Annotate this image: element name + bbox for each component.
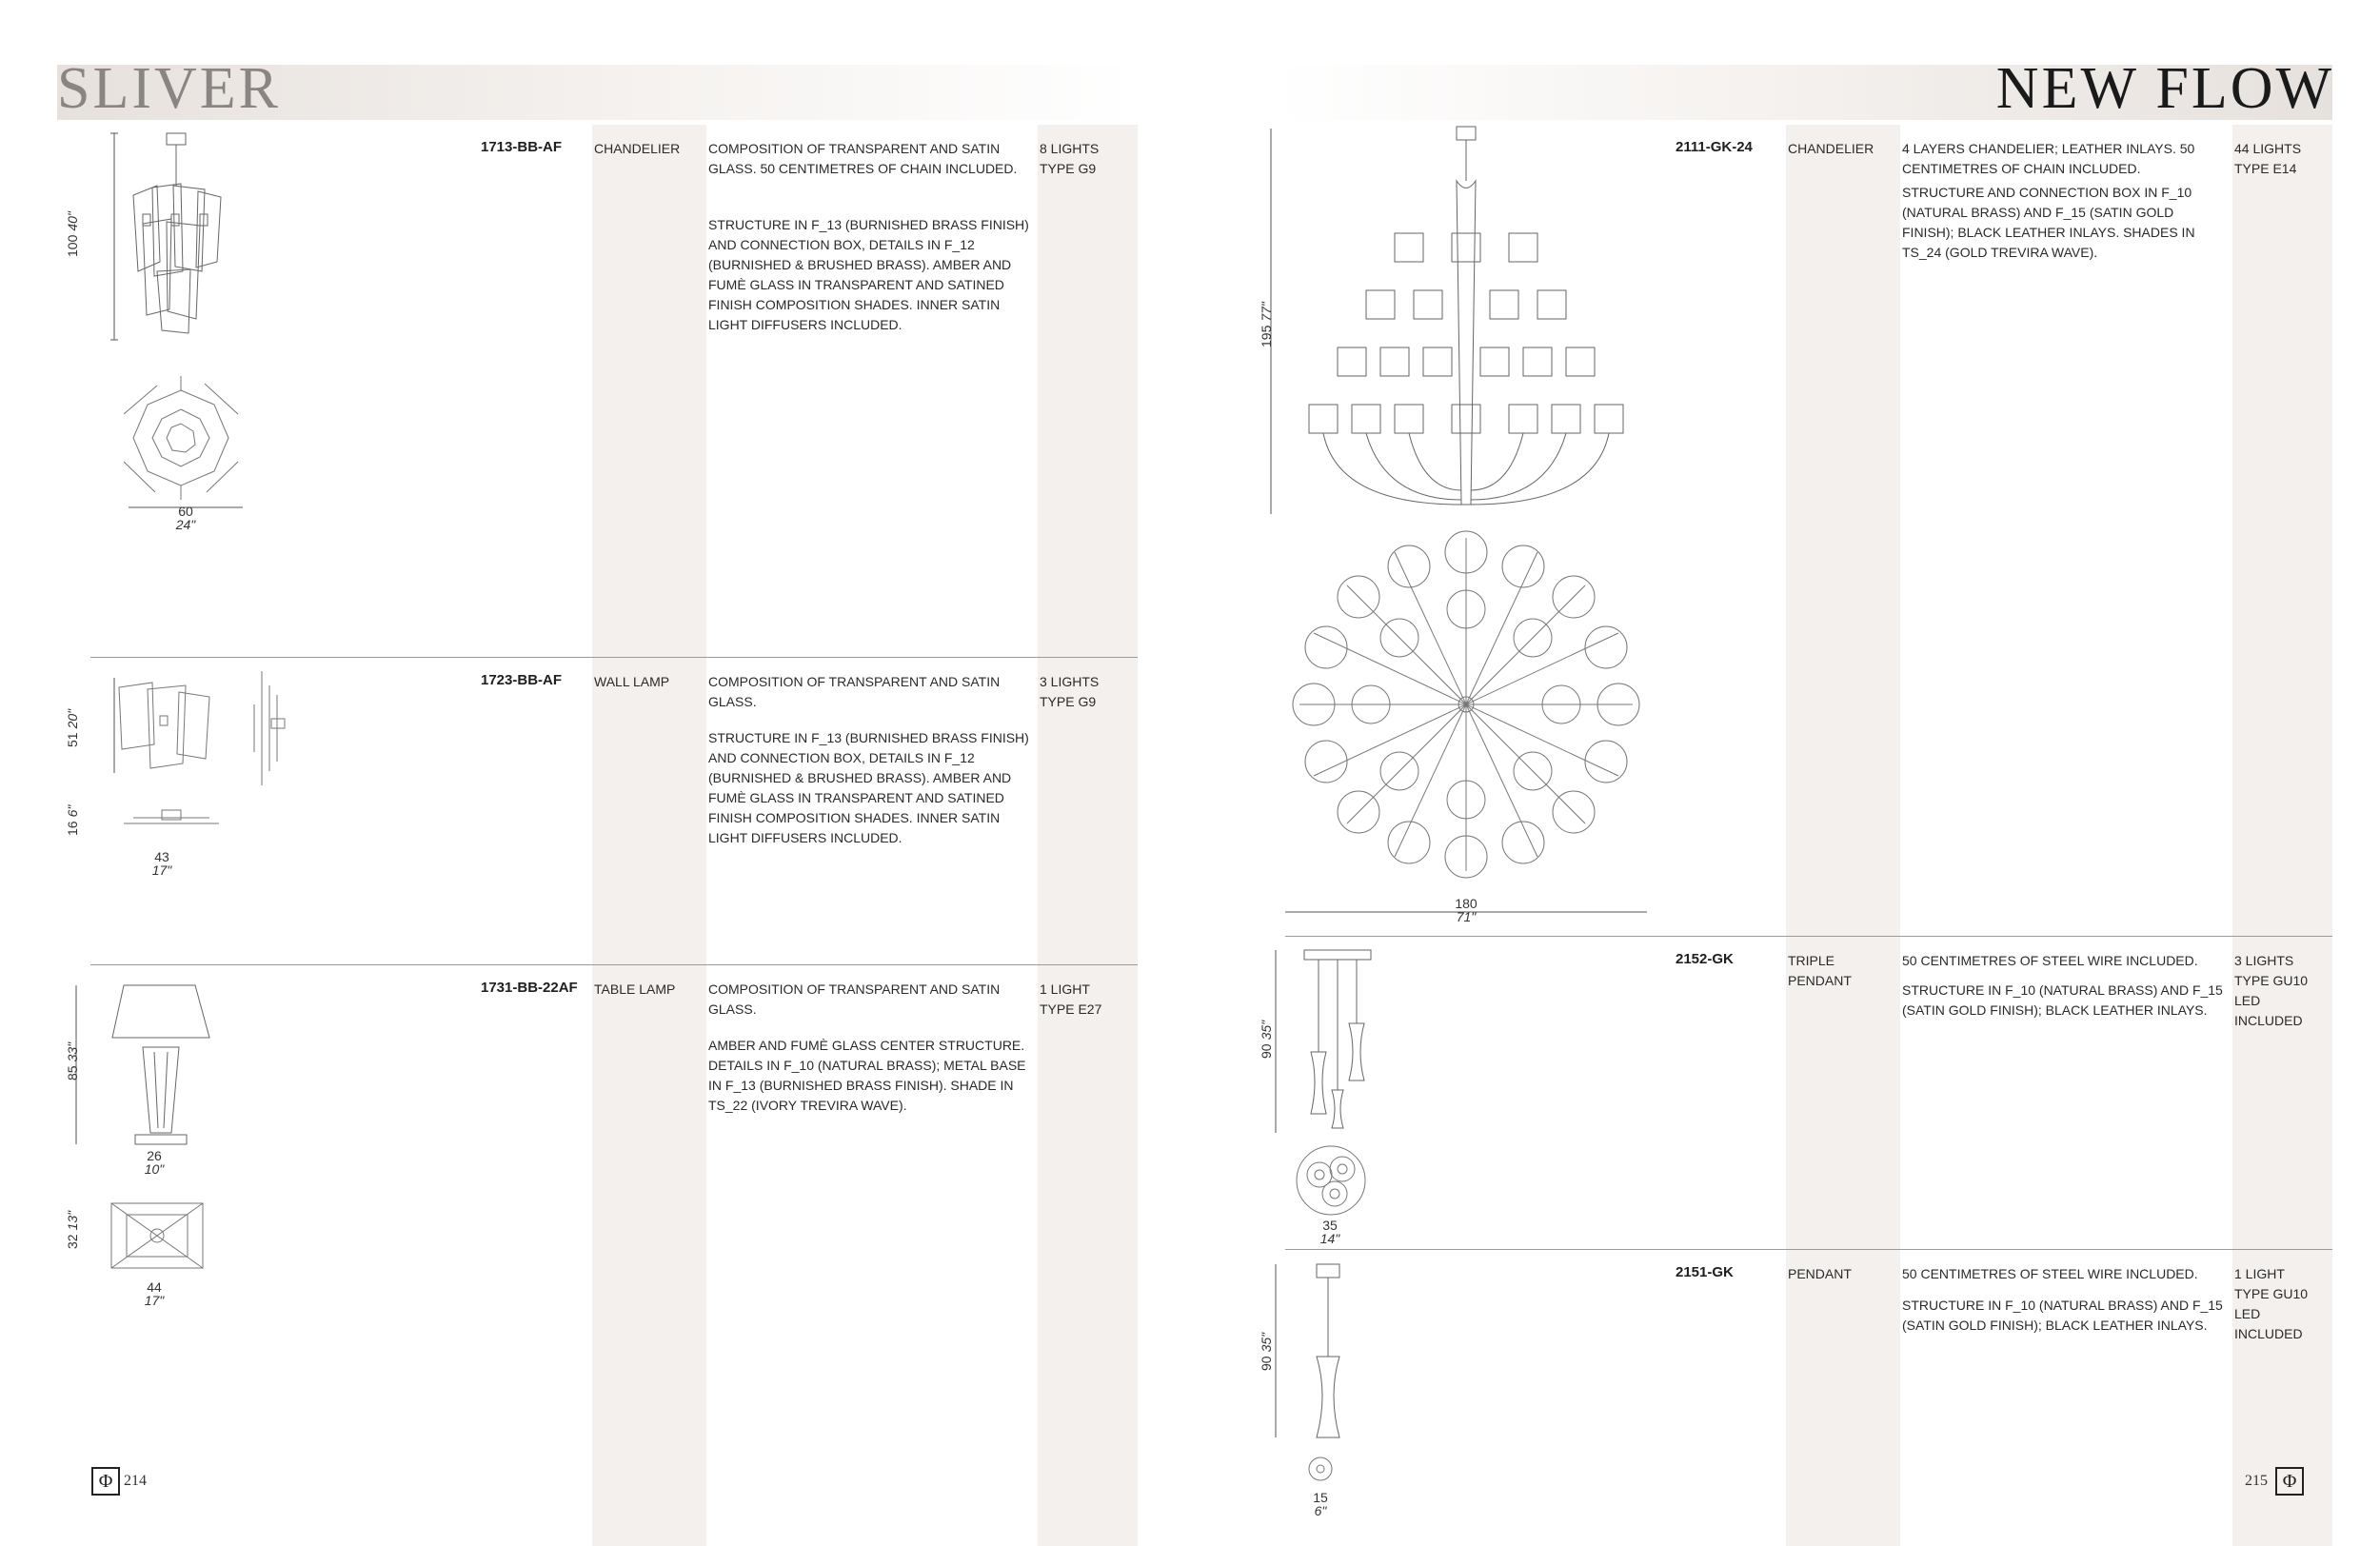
left-page-title: SLIVER bbox=[57, 56, 281, 121]
product-type: CHANDELIER bbox=[1788, 141, 1874, 156]
height-dimension bbox=[65, 709, 80, 747]
dim-in: 6" bbox=[1314, 1503, 1327, 1518]
right-row-divider bbox=[1285, 1249, 2332, 1250]
description-paragraph: STRUCTURE IN F_10 (NATURAL BRASS) AND F_15 (SATIN GOLD FINISH); BLACK LEATHER INLAYS. bbox=[1902, 982, 2223, 1018]
chandelier-plan-drawing bbox=[119, 376, 243, 509]
product-code: 2152-GK bbox=[1676, 951, 1734, 967]
dim-in: 20" bbox=[65, 708, 80, 729]
product-type: PENDANT bbox=[1788, 1266, 1852, 1281]
width-dimension bbox=[1297, 1491, 1344, 1517]
lights-type: TYPE G9 bbox=[1040, 161, 1097, 176]
dim-cm: 16 bbox=[65, 821, 80, 836]
product-description bbox=[1902, 1264, 2226, 1336]
dim-in: 33" bbox=[65, 1041, 80, 1062]
lights-type: TYPE E27 bbox=[1040, 1001, 1102, 1017]
brand-logo-icon: Φ bbox=[91, 1467, 120, 1496]
dim-cm: 15 bbox=[1313, 1490, 1328, 1505]
left-lights-band bbox=[1038, 125, 1138, 1546]
left-type-band bbox=[592, 125, 706, 1546]
product-description bbox=[1902, 951, 2226, 1021]
dim-in: 71" bbox=[1456, 909, 1477, 924]
description-paragraph: STRUCTURE AND CONNECTION BOX IN F_10 (NATURAL BRASS) AND F_15 (SATIN GOLD FINISH); BLACK LEATHER INLAYS. SHADES IN TS_24 (GOLD TREVIRA WAVE). bbox=[1902, 185, 2195, 260]
new-flow-chandelier-plan-drawing bbox=[1280, 524, 1652, 914]
dim-cm: 44 bbox=[147, 1279, 162, 1295]
lights-count: 1 LIGHT bbox=[1040, 981, 1090, 997]
product-code: 1723-BB-AF bbox=[481, 672, 563, 688]
width-dimension bbox=[1442, 897, 1490, 923]
dim-cm: 90 bbox=[1259, 1356, 1274, 1371]
product-description bbox=[1902, 139, 2226, 263]
dim-in: 10" bbox=[144, 1161, 165, 1177]
right-page-number: 215 bbox=[2245, 1473, 2268, 1489]
dim-cm: 60 bbox=[178, 504, 193, 519]
description-paragraph: COMPOSITION OF TRANSPARENT AND SATIN GLASS. bbox=[708, 981, 1001, 1017]
description-paragraph: STRUCTURE IN F_13 (BURNISHED BRASS FINISH) AND CONNECTION BOX, DETAILS IN F_12 (BURNISHED & BRUSHED BRASS). AMBER AND FUMÈ GLASS IN TRANSPARENT AND SATINED FINISH COMPOSITION SHADES. INNER SATIN LIGHT DIFFUSERS INCLUDED. bbox=[708, 217, 1029, 332]
description-paragraph: STRUCTURE IN F_10 (NATURAL BRASS) AND F_15 (SATIN GOLD FINISH); BLACK LEATHER INLAYS. bbox=[1902, 1298, 2223, 1333]
lights-count: 8 LIGHTS bbox=[1040, 141, 1100, 156]
triple-pendant-elevation-drawing bbox=[1290, 947, 1385, 1138]
product-type: TRIPLE PENDANT bbox=[1788, 953, 1852, 988]
product-type: TABLE LAMP bbox=[594, 981, 676, 997]
depth-dimension bbox=[65, 805, 80, 836]
height-dimension bbox=[65, 1042, 80, 1080]
left-row-divider bbox=[90, 964, 1138, 965]
description-paragraph: 4 LAYERS CHANDELIER; LEATHER INLAYS. 50 CENTIMETRES OF CHAIN INCLUDED. bbox=[1902, 141, 2195, 176]
dim-cm: 51 bbox=[65, 732, 80, 747]
width-dimension bbox=[1306, 1219, 1354, 1245]
wall-lamp-front-drawing bbox=[114, 678, 219, 783]
right-type-band bbox=[1786, 125, 1900, 1546]
width-dimension bbox=[162, 505, 209, 531]
product-lights bbox=[2234, 139, 2330, 179]
lights-type: TYPE GU10 LED INCLUDED bbox=[2234, 973, 2309, 1028]
dim-in: 40" bbox=[65, 211, 80, 231]
product-code: 2111-GK-24 bbox=[1676, 139, 1753, 155]
description-paragraph: 50 CENTIMETRES OF STEEL WIRE INCLUDED. bbox=[1902, 953, 2198, 968]
table-lamp-elevation-drawing bbox=[105, 981, 219, 1157]
dim-cm: 26 bbox=[147, 1148, 162, 1163]
dim-cm: 180 bbox=[1455, 896, 1478, 911]
width-dimension bbox=[130, 1280, 178, 1307]
product-description bbox=[708, 139, 1032, 335]
depth-dimension bbox=[65, 1211, 80, 1249]
triple-pendant-plan-drawing bbox=[1293, 1142, 1369, 1219]
description-paragraph: COMPOSITION OF TRANSPARENT AND SATIN GLASS. bbox=[708, 674, 1001, 709]
chandelier-elevation-drawing bbox=[114, 129, 238, 347]
dim-cm: 195 bbox=[1259, 325, 1274, 347]
dim-cm: 43 bbox=[154, 849, 169, 864]
brand-logo-icon: Φ bbox=[2275, 1467, 2304, 1496]
product-description bbox=[708, 980, 1032, 1116]
product-lights bbox=[2234, 951, 2330, 1031]
dim-cm: 32 bbox=[65, 1234, 80, 1249]
new-flow-chandelier-elevation-drawing bbox=[1280, 124, 1652, 524]
dim-cm: 90 bbox=[1259, 1043, 1274, 1059]
lights-count: 3 LIGHTS bbox=[2234, 953, 2294, 968]
product-type: CHANDELIER bbox=[594, 141, 681, 156]
lights-type: TYPE E14 bbox=[2234, 161, 2297, 176]
height-dimension bbox=[65, 211, 80, 257]
description-paragraph: 50 CENTIMETRES OF STEEL WIRE INCLUDED. bbox=[1902, 1266, 2198, 1281]
width-dimension bbox=[138, 850, 186, 877]
dim-cm: 100 bbox=[65, 234, 80, 257]
table-lamp-plan-drawing bbox=[109, 1201, 205, 1273]
dim-cm: 85 bbox=[65, 1065, 80, 1080]
dim-in: 6" bbox=[65, 804, 80, 818]
description-paragraph: STRUCTURE IN F_13 (BURNISHED BRASS FINISH) AND CONNECTION BOX, DETAILS IN F_12 (BURNISHED & BRUSHED BRASS). AMBER AND FUMÈ GLASS IN TRANSPARENT AND SATINED FINISH COMPOSITION SHADES. INNER SATIN LIGHT DIFFUSERS INCLUDED. bbox=[708, 730, 1029, 845]
product-lights bbox=[1040, 139, 1135, 179]
left-page-number: 214 bbox=[124, 1473, 147, 1489]
lights-count: 1 LIGHT bbox=[2234, 1266, 2285, 1281]
wall-lamp-top-drawing bbox=[119, 804, 224, 833]
wall-lamp-side-drawing bbox=[243, 666, 290, 790]
lights-type: TYPE G9 bbox=[1040, 694, 1097, 709]
dim-in: 24" bbox=[175, 517, 196, 532]
lights-count: 44 LIGHTS bbox=[2234, 141, 2302, 156]
right-page-title: NEW FLOW bbox=[1995, 56, 2334, 121]
pendant-plan-drawing bbox=[1306, 1455, 1335, 1483]
dim-in: 35" bbox=[1259, 1332, 1274, 1353]
dim-in: 17" bbox=[151, 862, 172, 878]
description-paragraph: AMBER AND FUMÈ GLASS CENTER STRUCTURE. DETAILS IN F_10 (NATURAL BRASS); METAL BASE IN F_13 (BURNISHED BRASS FINISH). SHADE IN TS_22 (IVORY TREVIRA WAVE). bbox=[708, 1038, 1026, 1113]
description-paragraph: COMPOSITION OF TRANSPARENT AND SATIN GLASS. 50 CENTIMETRES OF CHAIN INCLUDED. bbox=[708, 141, 1018, 176]
base-dimension bbox=[130, 1149, 178, 1176]
product-code: 1731-BB-22AF bbox=[481, 980, 578, 996]
dim-in: 17" bbox=[144, 1293, 165, 1308]
height-dimension bbox=[1259, 302, 1274, 347]
dim-in: 13" bbox=[65, 1210, 80, 1231]
lights-type: TYPE GU10 LED INCLUDED bbox=[2234, 1286, 2309, 1341]
left-row-divider bbox=[90, 657, 1138, 658]
lights-count: 3 LIGHTS bbox=[1040, 674, 1100, 689]
dim-in: 77" bbox=[1259, 302, 1274, 322]
height-dimension bbox=[1259, 1021, 1274, 1059]
pendant-elevation-drawing bbox=[1299, 1261, 1357, 1442]
dim-in: 14" bbox=[1319, 1231, 1340, 1246]
right-row-divider bbox=[1285, 936, 2332, 937]
product-lights bbox=[1040, 672, 1135, 712]
dim-cm: 35 bbox=[1322, 1218, 1338, 1233]
height-dimension bbox=[1259, 1333, 1274, 1371]
product-lights bbox=[2234, 1264, 2330, 1344]
product-code: 2151-GK bbox=[1676, 1264, 1734, 1280]
product-code: 1713-BB-AF bbox=[481, 139, 563, 155]
product-type: WALL LAMP bbox=[594, 674, 670, 689]
dim-in: 35" bbox=[1259, 1020, 1274, 1041]
product-lights bbox=[1040, 980, 1135, 1020]
product-description bbox=[708, 672, 1032, 848]
